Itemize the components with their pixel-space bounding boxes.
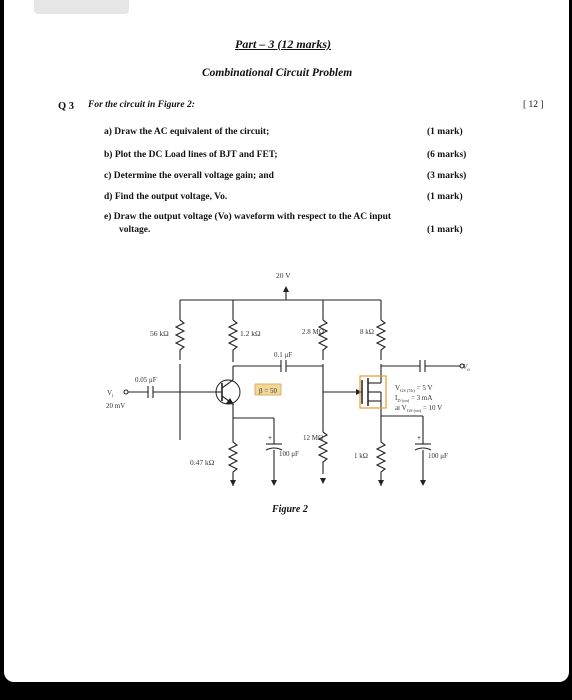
question-prompt: For the circuit in Figure 2:	[88, 100, 195, 110]
label-rg2: 12 MΩ	[303, 434, 324, 442]
label-vgs-on: at $V_{GS (on)} = 10$ V	[395, 404, 443, 413]
label-cs: 100 μF	[428, 452, 448, 460]
label-coupling-cap: 0.1 μF	[274, 351, 293, 359]
label-ce-plus: +	[268, 434, 272, 442]
figure-caption: Figure 2	[272, 504, 308, 515]
label-rg1: 2.8 MΩ	[302, 328, 324, 336]
question-item-c: c) Determine the overall voltage gain; and	[104, 171, 274, 181]
label-vcc: 20 V	[276, 271, 291, 280]
question-item-c-marks: (3 marks)	[427, 171, 467, 181]
label-input-cap: 0.05 μF	[135, 376, 157, 384]
question-item-e-line2: voltage.	[119, 225, 151, 235]
label-rs: 1 kΩ	[354, 452, 368, 460]
question-number: Q 3	[58, 101, 75, 112]
label-ce: 100 μF	[279, 450, 299, 458]
label-id-on: $I_{D (on)} = 3$ mA	[395, 394, 433, 403]
label-vgs-th: $V_{GS (Th)} = 5$ V	[395, 384, 433, 393]
label-vi-amplitude: 20 mV	[106, 402, 126, 410]
label-rd: 8 kΩ	[360, 328, 374, 336]
label-beta: β = 50	[259, 387, 278, 395]
question-item-d: d) Find the output voltage, Vo.	[104, 192, 228, 202]
label-cs-plus: +	[417, 434, 421, 442]
question-item-a-marks: (1 mark)	[427, 127, 463, 137]
label-rc: 1.2 kΩ	[240, 329, 261, 338]
question-item-d-marks: (1 mark)	[427, 192, 463, 202]
question-item-b: b) Plot the DC Load lines of BJT and FET;	[104, 150, 278, 160]
question-item-e: e) Draw the output voltage (Vo) waveform with respect to the AC input	[104, 212, 392, 222]
circuit-diagram	[4, 0, 569, 682]
label-re: 0.47 kΩ	[190, 458, 215, 467]
label-vi: $V_i$	[107, 389, 114, 399]
label-r1: 56 kΩ	[150, 329, 169, 338]
question-item-b-marks: (6 marks)	[427, 150, 467, 160]
label-vo: $V_o$	[463, 363, 470, 373]
document-page	[4, 0, 569, 682]
question-total-marks: [ 12 ]	[523, 100, 544, 110]
question-item-a: a) Draw the AC equivalent of the circuit;	[104, 127, 270, 137]
question-item-e-marks: (1 mark)	[427, 225, 463, 235]
section-subtitle: Combinational Circuit Problem	[202, 67, 353, 79]
part-title: Part – 3 (12 marks)	[235, 37, 331, 51]
